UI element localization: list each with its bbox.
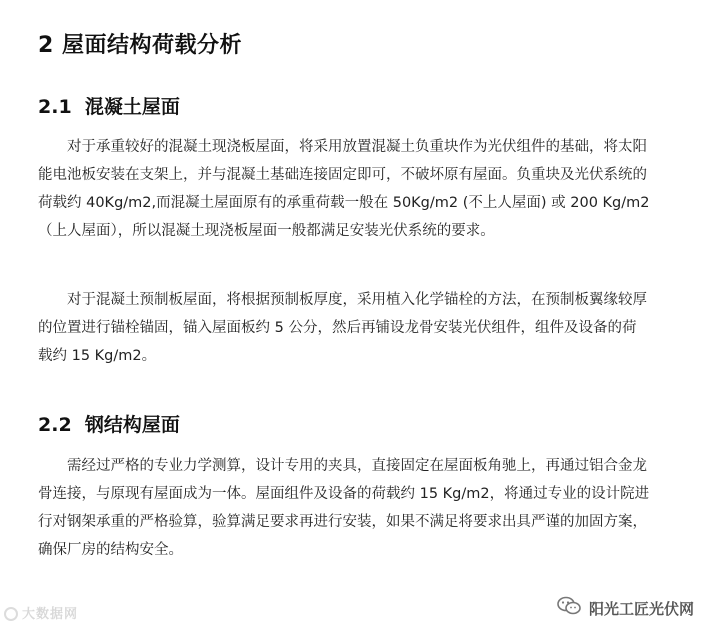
text-line: 的位置进行锚栓锚固，锚入屋面板约 5 公分，然后再铺设龙骨安装光伏组件，组件及设备的荷 (38, 320, 637, 336)
text-line: 对于承重较好的混凝土现浇板屋面，将采用放置混凝土负重块作为光伏组件的基础，将太阳 (67, 139, 647, 155)
watermark-left-text: 大数据网 (22, 607, 79, 622)
section-heading-steel: 2.2 钢结构屋面 (38, 414, 180, 436)
circle-logo-icon (4, 607, 18, 621)
paragraph-steel (38, 452, 678, 564)
text-line: 载约 15 Kg/m2。 (38, 348, 157, 364)
watermark-right (557, 596, 694, 620)
text-line: 对于混凝土预制板屋面，将根据预制板厚度，采用植入化学锚栓的方法，在预制板翼缘较厚 (67, 292, 647, 308)
paragraph-concrete-cast (38, 133, 678, 245)
text-line: 确保厂房的结构安全。 (38, 542, 183, 558)
watermark-right-text: 阳光工匠光伏网 (588, 599, 694, 618)
text-line: 荷载约 40Kg/m2,而混凝土屋面原有的承重荷载一般在 50Kg/m2 (不上人屋面) 或 200 Kg/m2 (38, 195, 650, 211)
text-line: 能电池板安装在支架上，并与混凝土基础连接固定即可，不破坏原有屋面。负重块及光伏系统的 (38, 167, 647, 183)
section-heading-concrete: 2.1 混凝土屋面 (38, 96, 180, 118)
paragraph-concrete-precast (38, 286, 678, 370)
text-line: （上人屋面），所以混凝土现浇板屋面一般都满足安装光伏系统的要求。 (38, 223, 495, 239)
text-line: 需经过严格的专业力学测算，设计专用的夹具，直接固定在屋面板角驰上，再通过铝合金龙 (67, 458, 647, 474)
text-line: 骨连接，与原现有屋面成为一体。屋面组件及设备的荷载约 15 Kg/m2，将通过专业的设计院进 (38, 486, 650, 502)
watermark-left (4, 603, 78, 622)
wechat-icon (557, 596, 581, 620)
text-line: 行对钢架承重的严格验算，验算满足要求再进行安装，如果不满足将要求出具严谨的加固方案， (38, 514, 647, 530)
main-heading: 2 屋面结构荷载分析 (38, 33, 242, 58)
